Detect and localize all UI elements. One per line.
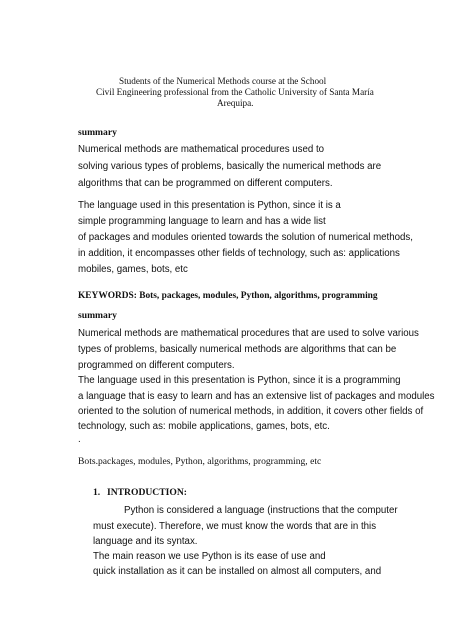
summary-para1-line: solving various types of problems, basically the numerical methods are: [78, 161, 382, 172]
summary-para2-line: of packages and modules oriented towards the solution of numerical methods,: [78, 232, 413, 243]
summary-para1-line: algorithms that can be programmed on different computers.: [78, 178, 333, 189]
intro-number: 1.: [93, 487, 101, 498]
summary2-dot: .: [78, 434, 81, 445]
summary-heading: summary: [78, 127, 117, 138]
intro-line: language and its syntax.: [93, 536, 198, 547]
keywords-line: KEYWORDS: Bots, packages, modules, Python, algorithms, programming: [78, 291, 378, 301]
summary-para2-line: in addition, it encompasses other fields of technology, such as: applications: [78, 248, 400, 259]
header-line-2: Civil Engineering professional from the Catholic University of Santa María: [96, 87, 374, 97]
summary2-line: Numerical methods are mathematical procedures that are used to solve various: [78, 328, 419, 339]
summary-heading-2: summary: [78, 310, 117, 321]
intro-line: must execute). Therefore, we must know the words that are in this: [93, 521, 377, 532]
summary-para2-line: The language used in this presentation is Python, since it is a: [78, 200, 341, 211]
summary2-line: programmed on different computers.: [78, 360, 235, 371]
intro-line: Python is considered a language (instructions that the computer: [124, 505, 398, 516]
summary-para1-line: Numerical methods are mathematical procedures used to: [78, 144, 325, 155]
keywords-secondary: Bots.packages, modules, Python, algorithms, programming, etc: [78, 456, 322, 467]
intro-line: quick installation as it can be installed on almost all computers, and: [93, 566, 382, 577]
summary2-line: a language that is easy to learn and has an extensive list of packages and modules: [78, 391, 435, 402]
summary-para2-line: simple programming language to learn and has a wide list: [78, 216, 326, 227]
summary2-line: The language used in this presentation is Python, since it is a programming: [78, 375, 401, 386]
header-line-3: Arequipa.: [217, 98, 254, 108]
intro-title: INTRODUCTION:: [107, 487, 187, 498]
summary2-line: oriented to the solution of numerical methods, in addition, it covers other fields of: [78, 406, 424, 417]
summary-para2-line: mobiles, games, bots, etc: [78, 264, 188, 275]
header-line-1: Students of the Numerical Methods course at the School: [119, 76, 327, 86]
intro-line: The main reason we use Python is its ease of use and: [93, 551, 326, 562]
summary2-line: types of problems, basically numerical methods are algorithms that can be: [78, 344, 397, 355]
summary2-line: technology, such as: mobile applications, games, bots, etc.: [78, 421, 330, 432]
